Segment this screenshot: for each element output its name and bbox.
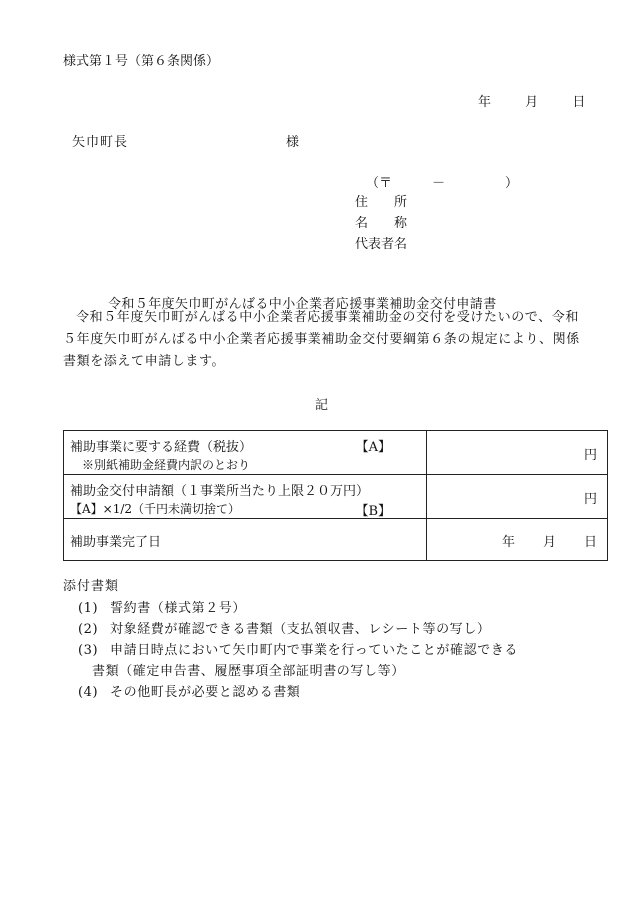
request-label-cell <box>64 475 427 519</box>
document-title: 令和５年度矢巾町がんばる中小企業者応援事業補助金交付申請書 <box>108 297 497 312</box>
completion-day-label: 日 <box>583 535 597 550</box>
table-row-expense <box>64 431 608 475</box>
date-year-label: 年 <box>478 95 492 110</box>
completion-label-cell <box>64 519 427 561</box>
attachment-text: 誓約書（様式第２号） <box>110 601 247 616</box>
completion-date-cell[interactable] <box>427 519 608 561</box>
attachment-number: (1) <box>78 601 99 616</box>
completion-label: 補助事業完了日 <box>70 535 162 550</box>
completion-year-label: 年 <box>501 535 515 550</box>
name-label: 名 称 <box>355 216 408 231</box>
attachment-item-continuation <box>92 660 405 679</box>
expense-unit: 円 <box>583 448 597 463</box>
attachment-item <box>78 597 246 616</box>
attachment-text: 書類（確定申告書、履歴事項全部証明書の写し等） <box>92 664 405 679</box>
date-month-label: 月 <box>525 95 539 110</box>
tag-a: 【A】 <box>355 440 391 455</box>
application-date <box>478 91 585 110</box>
ki-label: 記 <box>315 398 329 413</box>
attachments-heading: 添付書類 <box>63 579 120 594</box>
tag-b: 【B】 <box>355 504 391 519</box>
addressee-title: 矢巾町長 <box>72 135 129 150</box>
completion-month-label: 月 <box>542 535 556 550</box>
postal-dash: － <box>432 176 446 191</box>
postal-open: （〒 <box>366 176 393 191</box>
attachment-item <box>78 681 300 700</box>
representative-label: 代表者名 <box>355 237 408 252</box>
attachment-number: (2) <box>78 622 99 637</box>
attachment-text: 対象経費が確認できる書類（支払領収書、レシート等の写し） <box>110 622 491 637</box>
body-text: 令和５年度矢巾町がんばる中小企業者応援事業補助金の交付を受けたいので、令和５年度矢巾町がんばる中小企業者応援事業補助金交付要綱第６条の規定により、関係書類を添えて申請します。 <box>63 310 580 369</box>
addressee-honorific: 様 <box>286 135 300 150</box>
expense-label-cell <box>64 431 427 475</box>
request-amount-cell[interactable] <box>427 475 608 519</box>
expense-amount-cell[interactable] <box>427 431 608 475</box>
address-label: 住 所 <box>355 195 408 210</box>
attachment-number: (3) <box>78 643 99 658</box>
attachment-item <box>78 618 490 637</box>
expense-label: 補助事業に要する経費（税抜） <box>70 440 253 455</box>
expense-note: ※別紙補助金経費内訳のとおり <box>82 458 251 472</box>
attachment-number: (4) <box>78 685 99 700</box>
form-number: 様式第１号（第６条関係） <box>63 54 220 69</box>
cost-table <box>63 430 608 561</box>
table-row-completion <box>64 519 608 561</box>
request-unit: 円 <box>583 492 597 507</box>
request-label: 補助金交付申請額（１事業所当たり上限２０万円） <box>70 484 370 499</box>
table-row-request <box>64 475 608 519</box>
date-day-label: 日 <box>572 95 586 110</box>
request-formula: 【A】×1/2（千円未満切捨て） <box>70 502 241 516</box>
postal-close: ） <box>505 176 519 191</box>
attachment-text: その他町長が必要と認める書類 <box>110 685 301 700</box>
completion-date <box>502 531 597 550</box>
attachment-text: 申請日時点において矢巾町内で事業を行っていたことが確認できる <box>110 643 519 658</box>
attachment-item <box>78 639 518 658</box>
